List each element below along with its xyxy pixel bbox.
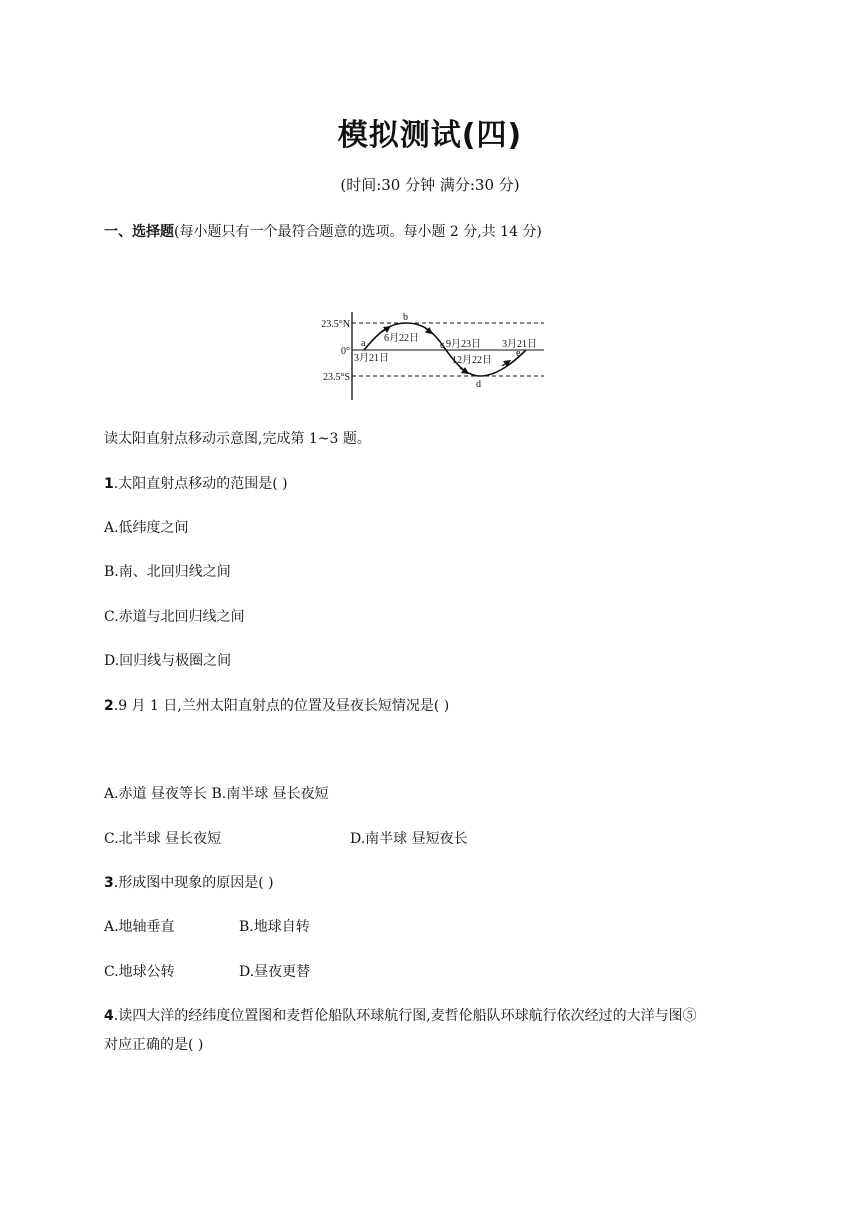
question-3-option-c: C.地球公转 [104,964,175,980]
section-note: (每小题只有一个最符合题意的选项。每小题 2 分,共 14 分) [174,224,542,240]
label-date-mar21-start: 3月21日 [354,353,389,364]
label-date-jun22: 6月22日 [384,333,419,344]
section-title: 一、选择题 [104,224,174,240]
question-1-option-a: A.低纬度之间 [104,520,189,536]
question-2-stem [104,695,449,715]
question-1-number: 1 [104,476,114,492]
question-3-option-b: B.地球自转 [239,919,310,935]
label-point-a: a [361,338,366,349]
question-4-number: 4 [104,1008,114,1024]
question-4-text-line1: .读四大洋的经纬度位置图和麦哲伦船队环球航行图,麦哲伦船队环球航行依次经过的大洋与图⑤ [113,1008,697,1024]
question-4-text-line2: 对应正确的是( ) [104,1037,204,1053]
question-2-option-d: D.南半球 昼短夜长 [350,831,468,847]
question-3-text: .形成图中现象的原因是( ) [113,875,274,891]
label-point-e: e [516,348,521,359]
question-2-text: .9 月 1 日,兰州太阳直射点的位置及昼夜长短情况是( ) [113,698,450,714]
label-lat-n: 23.5°N [321,319,350,330]
label-date-mar21-end: 3月21日 [502,339,537,350]
question-3-stem [104,872,274,892]
page-title: 模拟测试(四) [337,118,523,153]
label-date-sep23: 9月23日 [446,339,481,350]
exam-time-score: (时间:30 分钟 满分:30 分) [340,176,520,194]
question-3-number: 3 [104,875,114,891]
question-4-stem [104,1005,697,1025]
label-point-b: b [403,312,408,323]
label-point-c: c [440,340,445,351]
question-2-number: 2 [104,698,114,714]
label-date-dec22: 12月22日 [452,355,492,366]
section-heading [104,221,542,241]
question-3-option-a: A.地轴垂直 [104,919,175,935]
sun-direct-point-diagram [304,310,554,402]
question-3-option-d: D.昼夜更替 [239,964,311,980]
question-1-option-d: D.回归线与极圈之间 [104,653,232,669]
label-lat-0: 0° [341,346,350,357]
question-1-text: .太阳直射点移动的范围是( ) [113,476,288,492]
label-point-d: d [476,379,481,390]
label-lat-s: 23.5°S [322,372,350,383]
question-1-stem [104,473,288,493]
question-1-option-b: B.南、北回归线之间 [104,564,231,580]
question-2-option-ab: A.赤道 昼夜等长 B.南半球 昼长夜短 [104,786,329,802]
instruction-text: 读太阳直射点移动示意图,完成第 1~3 题。 [104,431,371,447]
question-2-option-c: C.北半球 昼长夜短 [104,831,222,847]
question-1-option-c: C.赤道与北回归线之间 [104,609,245,625]
